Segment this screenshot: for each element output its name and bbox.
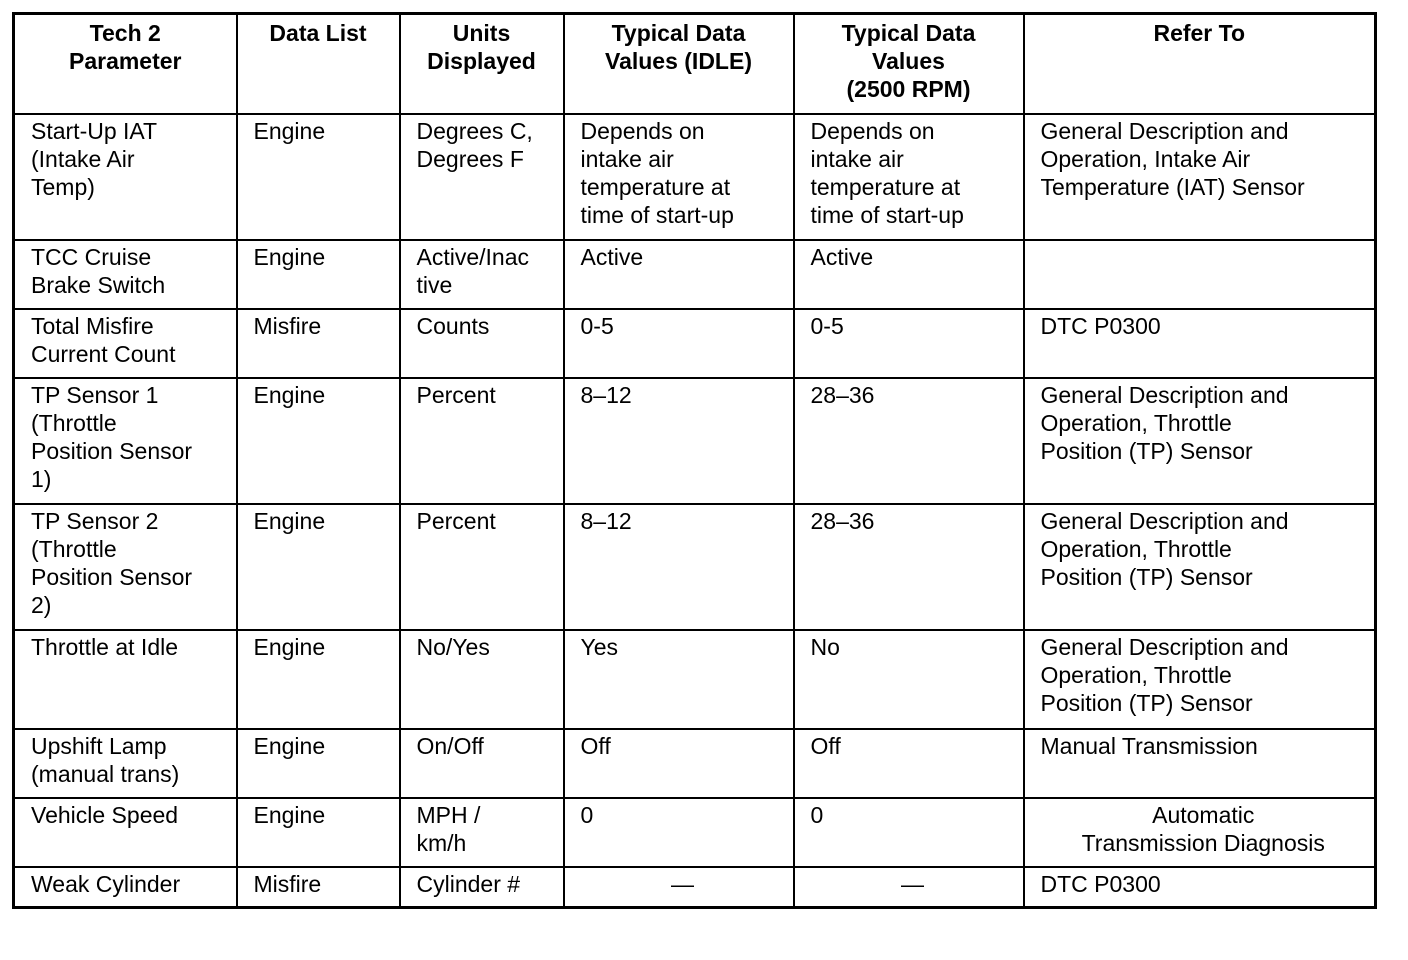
cell-2500rpm: 28–36 <box>794 378 1024 504</box>
cell-data-list: Engine <box>237 630 400 729</box>
cell-refer-to: General Description and Operation, Intake Air Temperature (IAT) Sensor <box>1024 114 1376 240</box>
cell-parameter: TP Sensor 1 (Throttle Position Sensor 1) <box>14 378 237 504</box>
cell-idle: 8–12 <box>564 504 794 630</box>
cell-data-list: Engine <box>237 798 400 867</box>
cell-data-list: Engine <box>237 729 400 798</box>
cell-refer-to: General Description and Operation, Throttle Position (TP) Sensor <box>1024 630 1376 729</box>
table-row <box>14 114 1376 240</box>
header-refer-to: Refer To <box>1024 14 1376 115</box>
header-typical-2500rpm: Typical Data Values (2500 RPM) <box>794 14 1024 115</box>
table-row <box>14 240 1376 309</box>
cell-parameter: Upshift Lamp (manual trans) <box>14 729 237 798</box>
cell-data-list: Misfire <box>237 867 400 907</box>
cell-idle: 0 <box>564 798 794 867</box>
cell-refer-to: DTC P0300 <box>1024 867 1376 907</box>
cell-units: MPH / km/h <box>400 798 564 867</box>
cell-idle: — <box>564 867 794 907</box>
cell-2500rpm: 0 <box>794 798 1024 867</box>
cell-parameter: Total Misfire Current Count <box>14 309 237 378</box>
cell-units: Active/Inac tive <box>400 240 564 309</box>
cell-units: No/Yes <box>400 630 564 729</box>
cell-refer-to: Manual Transmission <box>1024 729 1376 798</box>
cell-parameter: Weak Cylinder <box>14 867 237 907</box>
tech2-data-table <box>12 12 1377 909</box>
cell-units: Counts <box>400 309 564 378</box>
cell-units: On/Off <box>400 729 564 798</box>
cell-parameter: Throttle at Idle <box>14 630 237 729</box>
table-row <box>14 630 1376 729</box>
header-units-displayed: Units Displayed <box>400 14 564 115</box>
table-row <box>14 798 1376 867</box>
header-tech2-parameter: Tech 2 Parameter <box>14 14 237 115</box>
cell-units: Degrees C, Degrees F <box>400 114 564 240</box>
cell-2500rpm: 28–36 <box>794 504 1024 630</box>
cell-data-list: Engine <box>237 240 400 309</box>
cell-refer-to: DTC P0300 <box>1024 309 1376 378</box>
cell-2500rpm: 0-5 <box>794 309 1024 378</box>
cell-data-list: Engine <box>237 504 400 630</box>
cell-idle: Depends on intake air temperature at time of start-up <box>564 114 794 240</box>
table-row <box>14 309 1376 378</box>
table-row <box>14 867 1376 907</box>
cell-parameter: TCC Cruise Brake Switch <box>14 240 237 309</box>
cell-data-list: Misfire <box>237 309 400 378</box>
header-data-list: Data List <box>237 14 400 115</box>
cell-refer-to <box>1024 240 1376 309</box>
cell-idle: 0-5 <box>564 309 794 378</box>
table-row <box>14 504 1376 630</box>
cell-data-list: Engine <box>237 114 400 240</box>
table-row <box>14 729 1376 798</box>
cell-2500rpm: No <box>794 630 1024 729</box>
cell-parameter: TP Sensor 2 (Throttle Position Sensor 2) <box>14 504 237 630</box>
header-typical-idle: Typical Data Values (IDLE) <box>564 14 794 115</box>
cell-units: Cylinder # <box>400 867 564 907</box>
cell-parameter: Vehicle Speed <box>14 798 237 867</box>
cell-idle: Active <box>564 240 794 309</box>
cell-2500rpm: Active <box>794 240 1024 309</box>
cell-data-list: Engine <box>237 378 400 504</box>
cell-parameter: Start-Up IAT (Intake Air Temp) <box>14 114 237 240</box>
cell-units: Percent <box>400 378 564 504</box>
cell-idle: Off <box>564 729 794 798</box>
cell-2500rpm: — <box>794 867 1024 907</box>
table-header-row <box>14 14 1376 115</box>
cell-refer-to: General Description and Operation, Throttle Position (TP) Sensor <box>1024 378 1376 504</box>
cell-idle: 8–12 <box>564 378 794 504</box>
table-row <box>14 378 1376 504</box>
cell-idle: Yes <box>564 630 794 729</box>
cell-2500rpm: Off <box>794 729 1024 798</box>
cell-refer-to: General Description and Operation, Throttle Position (TP) Sensor <box>1024 504 1376 630</box>
cell-units: Percent <box>400 504 564 630</box>
cell-2500rpm: Depends on intake air temperature at time of start-up <box>794 114 1024 240</box>
cell-refer-to: Automatic Transmission Diagnosis <box>1024 798 1376 867</box>
